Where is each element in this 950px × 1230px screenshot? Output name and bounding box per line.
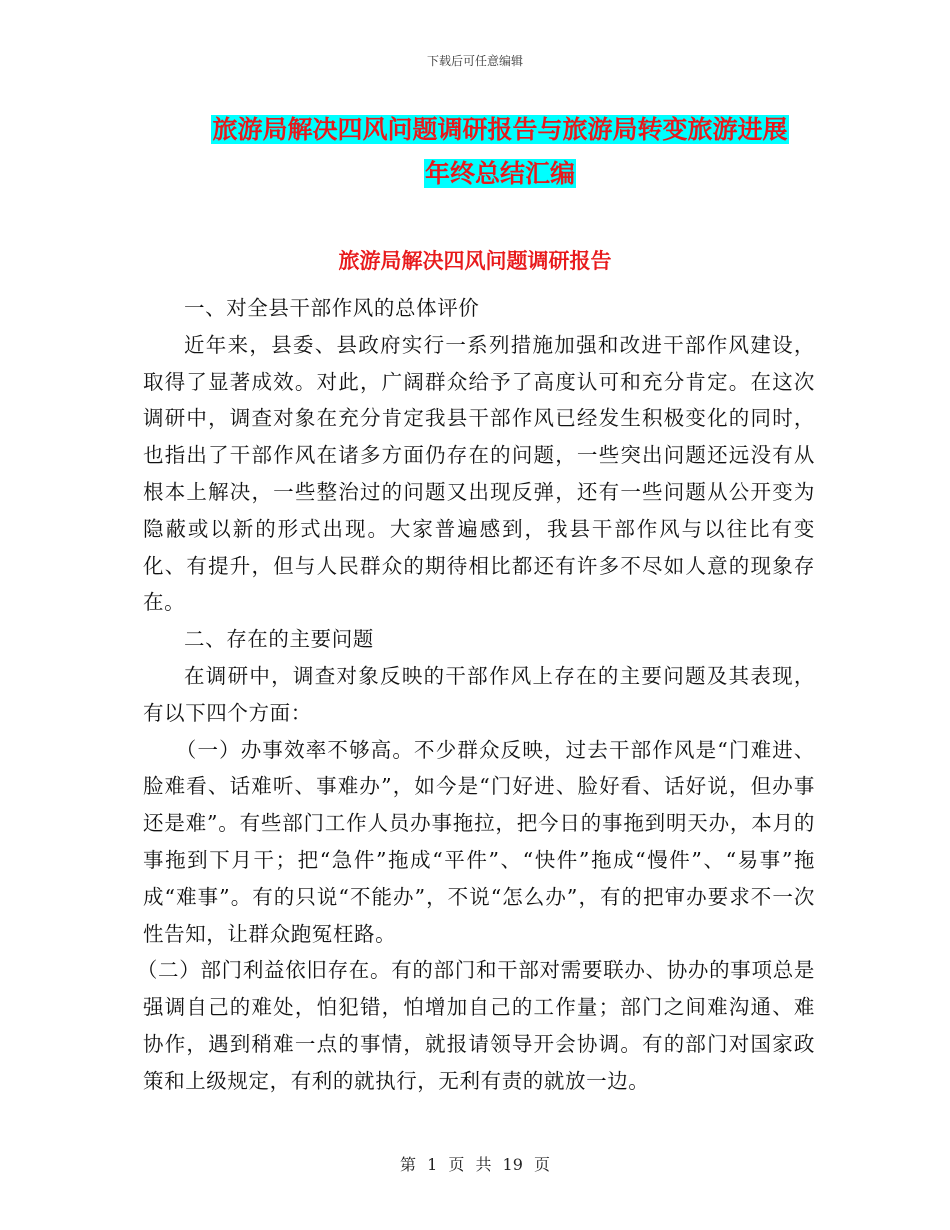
header-note: 下载后可任意编辑 [426,54,523,68]
paragraph-overall-evaluation: 近年来，县委、县政府实行一系列措施加强和改进干部作风建设，取得了显著成效。对此，广阔群众给予了高度认可和充分肯定。在这次调研中，调查对象在充分肯定我县干部作风已经发生积极变化的同时，也指出了干部作风在诸多方面仍存在的问题，一些突出问题还远没有从根本上解决，一些整治过的问题又出现反弹，还有一些问题从公开变为隐蔽或以新的形式出现。大家普遍感到，我县干部作风与以往比有变化、有提升，但与人民群众的期待相比都还有许多不尽如人意的现象存在。 [143,332,815,615]
footer-prefix: 第 [399,1155,416,1174]
paragraph-problem-2: （二）部门利益依旧存在。有的部门和干部对需要联办、协办的事项总是强调自己的难处，怕犯错，怕增加自己的工作量；部门之间难沟通、难协作，遇到稍难一点的事情，就报请领导开会协调。有的部门对国家政策和上级规定，有利的就执行，无利有责的就放一边。 [136,958,815,1093]
footer-suffix: 页 [534,1155,551,1174]
document-title [150,108,850,196]
paragraph-main-problems-intro: 在调研中，调查对象反映的干部作风上存在的主要问题及其表现，有以下四个方面： [143,663,815,725]
footer-middle: 页 共 [448,1155,492,1174]
page-footer [0,1152,950,1175]
heading-overall-evaluation: 一、对全县干部作风的总体评价 [184,296,480,320]
document-body [136,290,815,1100]
heading-main-problems: 二、存在的主要问题 [184,627,374,652]
document-title-line-1: 旅游局解决四风问题调研报告与旅游局转变旅游进展 [212,115,788,144]
section-title: 旅游局解决四风问题调研报告 [338,248,612,273]
footer-page-number: 1 [427,1155,438,1174]
document-title-line-2: 年终总结汇编 [424,159,575,188]
paragraph-problem-1: （一）办事效率不够高。不少群众反映，过去干部作风是“门难进、脸难看、话难听、事难办”，如今是“门好进、脸好看、话好说，但办事还是难”。有些部门工作人员办事拖拉，把今日的事拖到明天办，本月的事拖到下月干；把“急件”拖成“平件”、“快件”拖成“慢件”、“易事”拖成“难事”。有的只说“不能办”，不说“怎么办”，有的把审办要求不一次性告知，让群众跑冤枉路。 [143,737,815,946]
footer-total-pages: 19 [502,1155,523,1174]
